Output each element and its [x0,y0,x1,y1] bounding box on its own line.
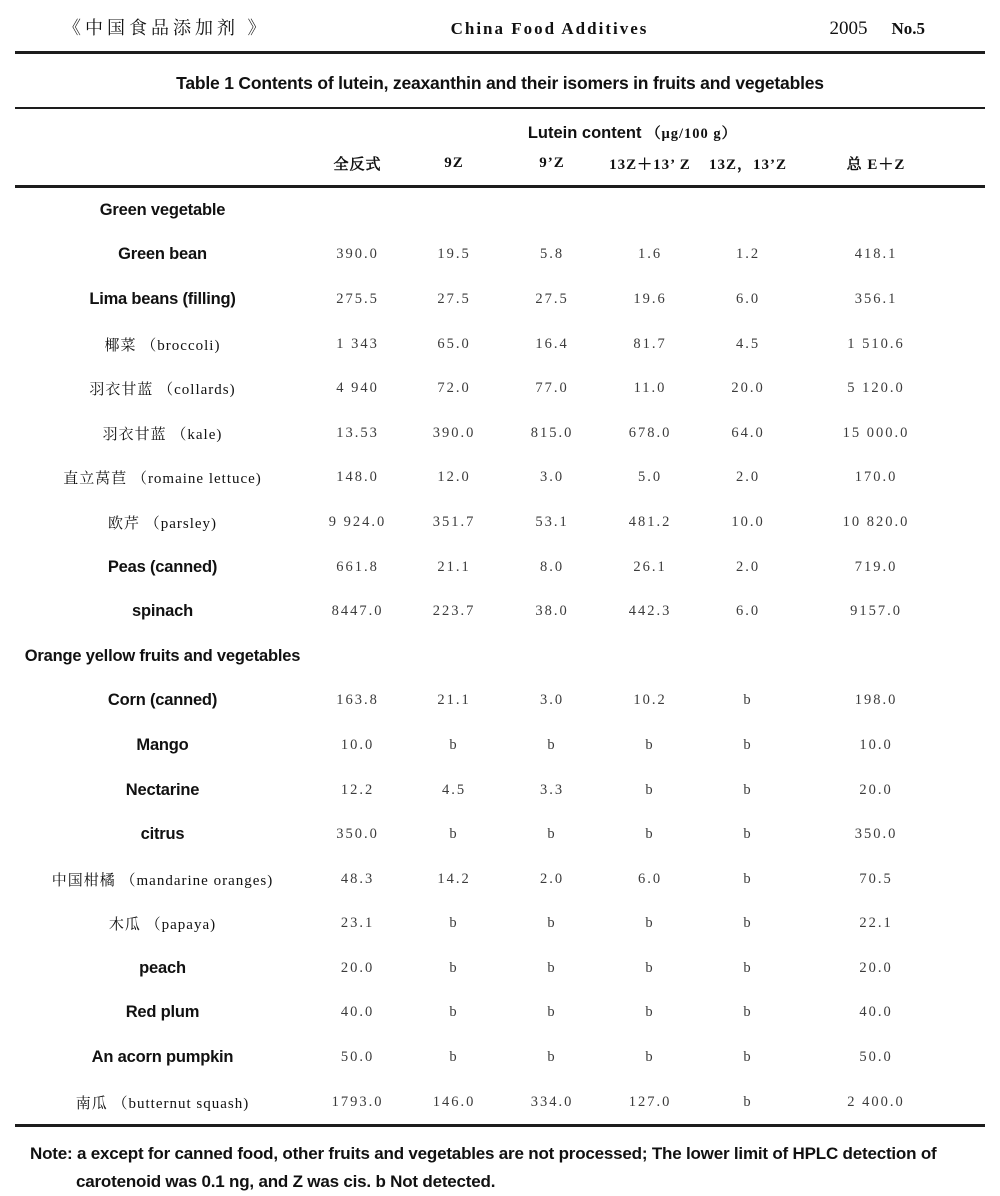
value-cell: b [743,870,753,887]
value-cell: 3.0 [539,692,565,709]
value-cell: 21.1 [437,692,471,709]
column-header-row [15,153,985,185]
value-cell: 146.0 [432,1093,476,1110]
value-cell: b [743,1049,753,1066]
value-cell: 1 510.6 [847,335,905,352]
value-cell: 70.5 [859,870,893,887]
row-label: spinach [132,602,193,621]
value-cell: b [645,781,655,798]
section-header-row [15,634,985,679]
value-cell: 15 000.0 [842,424,910,441]
value-cell: 50.0 [340,1049,375,1066]
table-row [15,411,985,456]
row-label: Red plum [125,1003,200,1022]
value-cell: b [645,1004,655,1021]
row-label: 羽衣甘蓝 （collards) [89,382,236,399]
value-cell: 3.0 [539,469,565,486]
value-cell: b [743,1093,753,1110]
value-cell: 170.0 [854,469,898,486]
row-label: 羽衣甘蓝 （kale) [102,426,223,443]
value-cell: b [547,1004,557,1021]
value-cell: 334.0 [530,1093,574,1110]
row-label: 木瓜 （papaya) [108,917,217,934]
table-row [15,902,985,947]
value-cell: 1.2 [735,246,761,263]
value-cell: b [449,826,459,843]
value-cell: 661.8 [336,558,379,575]
row-label: citrus [140,825,185,844]
value-cell: b [645,915,655,932]
value-cell: 481.2 [628,513,672,530]
table-row [15,545,985,590]
row-label: Corn (canned) [107,691,218,710]
column-header-all-trans: 全反式 [333,157,382,173]
value-cell: 678.0 [628,424,672,441]
value-cell: 4.5 [441,781,467,798]
value-cell: 6.0 [637,870,663,887]
value-cell: 6.0 [735,603,761,620]
table-row [15,812,985,857]
value-cell: 19.6 [633,290,667,307]
value-cell: 10.0 [859,736,893,753]
row-label: Green bean [118,245,207,264]
value-cell: 815.0 [530,424,574,441]
value-cell: 23.1 [340,915,375,932]
value-cell: 351.7 [432,513,476,530]
value-cell: 2 400.0 [847,1093,905,1110]
value-cell: 127.0 [628,1093,672,1110]
value-cell: b [743,1004,753,1021]
value-cell: b [449,915,459,932]
value-cell: 350.0 [336,826,379,843]
group-header-unit: （μg/100 g） [646,126,738,142]
value-cell: 27.5 [437,290,471,307]
value-cell: 5.0 [637,469,663,486]
value-cell: b [645,826,655,843]
value-cell: 12.0 [437,469,471,486]
value-cell: 21.1 [437,558,471,575]
section-label: Green vegetable [99,200,226,219]
row-label: Mango [136,735,189,754]
value-cell: 5 120.0 [847,380,905,397]
table-row [15,946,985,991]
value-cell: 163.8 [336,692,379,709]
value-cell: 223.7 [432,603,476,620]
row-label: peach [139,958,186,977]
value-cell: 81.7 [633,335,667,352]
value-cell: 5.8 [539,246,565,263]
value-cell: 10 820.0 [842,513,910,530]
footnote-line-1: Note: a except for canned food, other fruits and vegetables are not processed; The lower limit of HPLC detection of [30,1144,937,1164]
value-cell: 20.0 [859,959,893,976]
value-cell: 64.0 [731,424,765,441]
value-cell: 4.5 [735,335,761,352]
value-cell: b [449,736,459,753]
value-cell: 8447.0 [331,603,384,620]
value-cell: b [743,959,753,976]
value-cell: b [547,1049,557,1066]
value-cell: b [645,1049,655,1066]
value-cell: 6.0 [735,290,761,307]
value-cell: b [645,736,655,753]
value-cell: 2.0 [539,870,565,887]
value-cell: 12.2 [340,781,375,798]
journal-name-en: China Food Additives [450,19,649,38]
value-cell: 198.0 [854,692,898,709]
value-cell: 390.0 [336,246,379,263]
row-label: 直立莴苣 （romaine lettuce) [63,471,262,488]
value-cell: b [743,692,753,709]
value-cell: b [743,915,753,932]
value-cell: 2.0 [735,558,761,575]
value-cell: 77.0 [535,380,569,397]
value-cell: 1793.0 [331,1093,384,1110]
value-cell: 350.0 [854,826,898,843]
value-cell: 10.0 [731,513,765,530]
table-row [15,857,985,902]
journal-issue [829,18,925,40]
value-cell: 40.0 [859,1004,893,1021]
value-cell: b [449,1004,459,1021]
column-header-13z-13pz: 13Z＋13’ Z [609,157,691,173]
row-label: 椰菜 （broccoli) [104,337,221,354]
journal-name-cn: 《中国食品添加剂 》 [63,18,270,38]
value-cell: 2.0 [735,469,761,486]
value-cell: 9157.0 [850,603,902,620]
value-cell: 390.0 [432,424,476,441]
group-header-label: Lutein content [527,124,642,142]
value-cell: 10.0 [340,736,375,753]
row-label: An acorn pumpkin [91,1048,234,1067]
table-footnote [15,1127,985,1195]
value-cell: 38.0 [535,603,569,620]
value-cell: 50.0 [859,1049,893,1066]
value-cell: 48.3 [340,870,375,887]
value-cell: 20.0 [731,380,765,397]
journal-year: 2005 [829,18,868,39]
value-cell: 148.0 [336,469,379,486]
value-cell: 1.6 [637,246,663,263]
row-label: Nectarine [125,780,200,799]
value-cell: 275.5 [336,290,379,307]
lutein-content-group-header [310,109,955,153]
value-cell: b [547,915,557,932]
column-header-9pz: 9’Z [539,155,565,171]
table-title: Table 1 Contents of lutein, zeaxanthin and their isomers in fruits and vegetables [176,73,824,93]
journal-header [15,0,985,40]
value-cell: 27.5 [535,290,569,307]
value-cell: 14.2 [437,870,471,887]
value-cell: 26.1 [633,558,667,575]
table-row [15,366,985,411]
value-cell: 8.0 [539,558,565,575]
value-cell: 418.1 [854,246,898,263]
table-row [15,679,985,724]
value-cell: 16.4 [535,335,569,352]
column-header-9z: 9Z [444,155,464,171]
table-row [15,991,985,1036]
value-cell: 4 940 [336,380,379,397]
value-cell: 13.53 [336,424,379,441]
table-row [15,277,985,322]
journal-issue-number: No.5 [891,19,925,38]
table-row [15,233,985,278]
table-body [15,188,985,1124]
table-row [15,322,985,367]
value-cell: 1 343 [336,335,379,352]
value-cell: b [743,826,753,843]
column-header-total-ez: 总 E＋Z [846,157,906,173]
value-cell: b [449,959,459,976]
value-cell: 9 924.0 [328,513,387,530]
value-cell: b [547,959,557,976]
value-cell: b [743,736,753,753]
value-cell: 19.5 [437,246,471,263]
section-header-row [15,188,985,233]
row-label: 中国柑橘 （mandarine oranges) [51,872,274,889]
value-cell: 22.1 [859,915,893,932]
section-label: Orange yellow fruits and vegetables [24,646,301,665]
value-cell: 53.1 [535,513,569,530]
value-cell: 72.0 [437,380,471,397]
value-cell: 719.0 [854,558,898,575]
table-row [15,768,985,813]
table-row [15,589,985,634]
value-cell: 3.3 [539,781,565,798]
value-cell: 20.0 [859,781,893,798]
value-cell: 40.0 [340,1004,375,1021]
value-cell: 356.1 [854,290,898,307]
row-label: 欧芹 （parsley) [107,515,218,532]
row-label: 南瓜 （butternut squash) [75,1095,250,1112]
column-header-13z-comma-13pz: 13Z，13’Z [708,157,787,173]
row-label: Peas (canned) [107,557,218,576]
value-cell: b [645,959,655,976]
footnote-line-2: carotenoid was 0.1 ng, and Z was cis. b Not detected. [76,1172,496,1191]
row-label: Lima beans (filling) [89,289,236,308]
value-cell: 10.2 [633,692,667,709]
value-cell: 442.3 [628,603,672,620]
value-cell: b [449,1049,459,1066]
value-cell: 20.0 [340,959,375,976]
table-row [15,500,985,545]
value-cell: b [743,781,753,798]
value-cell: b [547,826,557,843]
table-row [15,723,985,768]
value-cell: 11.0 [633,380,667,397]
table-row [15,1035,985,1080]
table-row [15,1080,985,1125]
value-cell: b [547,736,557,753]
table-row [15,456,985,501]
value-cell: 65.0 [437,335,471,352]
